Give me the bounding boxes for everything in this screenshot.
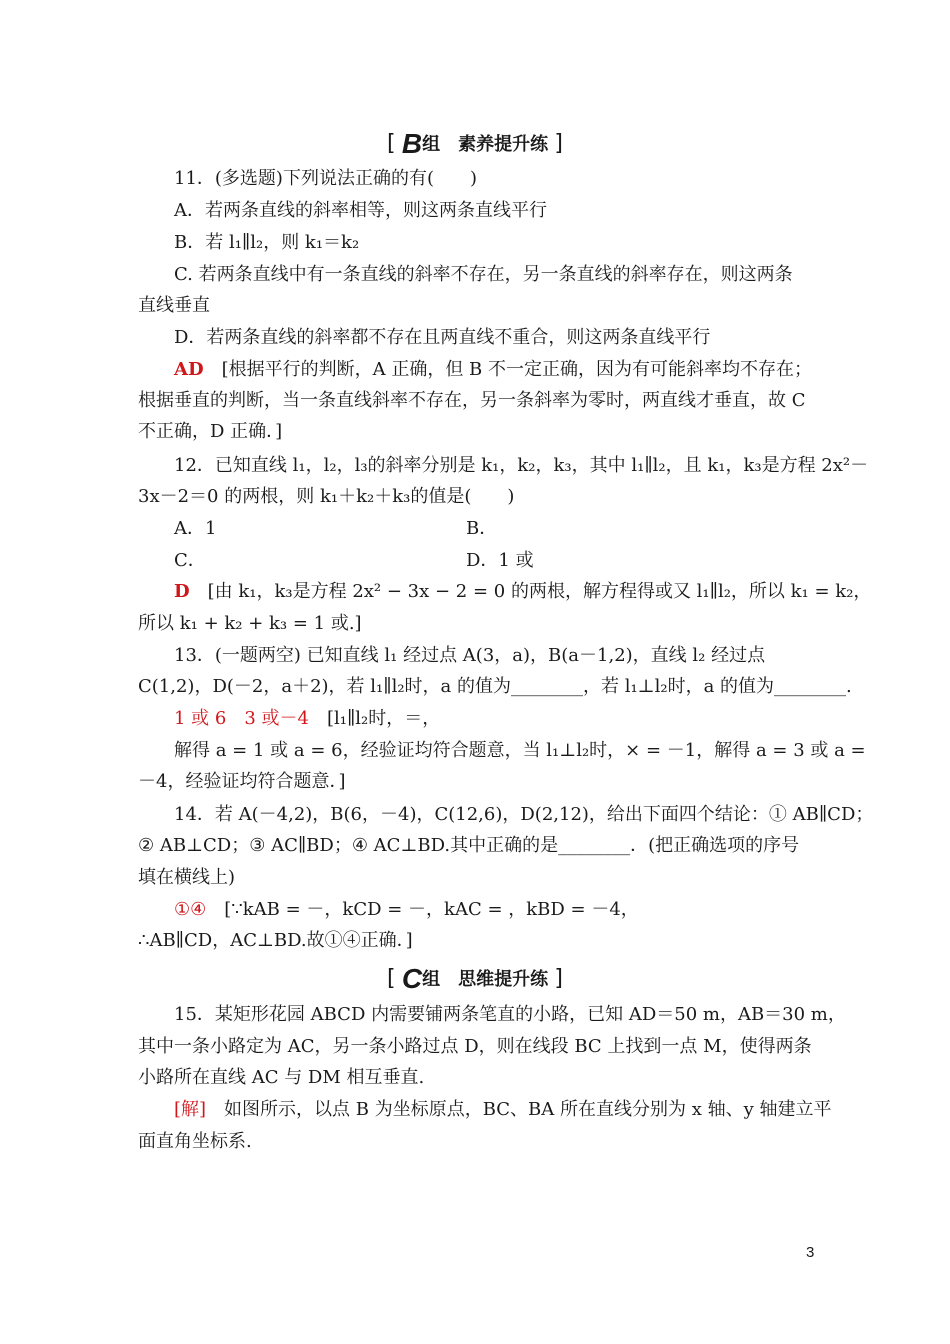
question-11: 11．(多选题)下列说法正确的有( ) [174, 168, 477, 189]
answer-13-line3: －4，经验证均符合题意．] [138, 771, 346, 792]
bracket-open: [ [387, 966, 396, 991]
bracket-close: ] [554, 131, 563, 156]
answer-14-line1 [174, 898, 854, 922]
bracket-open: [ [387, 131, 396, 156]
answer-15-line2: 面直角坐标系. [138, 1131, 252, 1152]
option-12-cd [174, 549, 854, 573]
answer-12-line2: 所以 k₁ + k₂ + k₃ = 1 或.] [138, 613, 362, 634]
question-14-line1: 14．若 A(－4,2)，B(6，－4)，C(12,6)，D(2,12)，给出下面四个结论：① AB∥CD； [174, 804, 874, 825]
bracket-close: ] [554, 966, 563, 991]
answer-12-text: [由 k₁，k₃是方程 2x² − 3x − 2 = 0 的两根，解方程得或又 l₁∥l₂，所以 k₁ = k₂， [189, 581, 872, 602]
option-11c-line2: 直线垂直 [138, 295, 210, 316]
option-11c-line1: C. 若两条直线中有一条直线的斜率不存在，另一条直线的斜率存在，则这两条 [174, 264, 793, 285]
answer-15-text: 如图所示，以点 B 为坐标原点，BC、BA 所在直线分别为 x 轴、y 轴建立平 [206, 1099, 832, 1120]
answer-13-line2: 解得 a = 1 或 a = 6，经验证均符合题意，当 l₁⊥l₂时，× = －1，解得 a = 3 或 a = [174, 740, 866, 761]
option-11b: B．若 l₁∥l₂，则 k₁＝k₂ [174, 232, 360, 253]
option-11a: A．若两条直线的斜率相等，则这两条直线平行 [174, 200, 547, 221]
question-14-line3: 填在横线上) [138, 867, 236, 888]
answer-15-line1 [174, 1098, 854, 1122]
answer-14-text: [∵kAB = －，kCD = －，kAC = ，kBD = －4， [206, 899, 639, 920]
answer-15-key: [解] [174, 1099, 207, 1120]
answer-14-key: ①④ [174, 899, 207, 920]
section-title-c: 组 思维提升练 [422, 969, 549, 990]
option-12b: B． [466, 518, 498, 539]
option-11d: D．若两条直线的斜率都不存在且两直线不重合，则这两条直线平行 [174, 327, 711, 348]
question-15-line2: 其中一条小路定为 AC，另一条小路过点 D，则在线段 BC 上找到一点 M，使得两条 [138, 1036, 812, 1057]
page-number: 3 [806, 1244, 815, 1261]
answer-11-line1 [174, 358, 854, 382]
answer-11-key: AD [174, 359, 204, 380]
group-letter-c: C [401, 963, 423, 994]
question-13-line1: 13．(一题两空) 已知直线 l₁ 经过点 A(3，a)，B(a－1,2)，直线 l₂ 经过点 [174, 645, 766, 666]
answer-13-key: 1 或 6 3 或－4 [174, 708, 309, 729]
option-12d: D．1 或 [466, 550, 534, 571]
section-header-b [0, 128, 950, 160]
question-15-line3: 小路所在直线 AC 与 DM 相互垂直. [138, 1067, 425, 1088]
option-12-ab [174, 517, 854, 541]
answer-12-key: D [174, 581, 190, 602]
option-12c: C． [174, 550, 206, 571]
answer-12-line1 [174, 580, 872, 604]
question-13-line2: C(1,2)，D(－2，a＋2)，若 l₁∥l₂时，a 的值为________，若 l₁⊥l₂时，a 的值为________. [138, 676, 852, 697]
answer-11-text: [根据平行的判断，A 正确，但 B 不一定正确，因为有可能斜率均不存在； [203, 359, 812, 380]
answer-11-line2: 根据垂直的判断，当一条直线斜率不存在，另一条斜率为零时，两直线才垂直，故 C [138, 390, 806, 411]
answer-14-line2: ∴AB∥CD，AC⊥BD.故①④正确．] [138, 930, 413, 951]
question-12-line1: 12．已知直线 l₁，l₂，l₃的斜率分别是 k₁，k₂，k₃，其中 l₁∥l₂，且 k₁，k₃是方程 2x²－ [174, 455, 869, 476]
question-15-line1: 15．某矩形花园 ABCD 内需要铺两条笔直的小路，已知 AD＝50 m，AB＝30 m， [174, 1004, 846, 1025]
section-header-c [0, 963, 950, 995]
group-letter-b: B [401, 128, 423, 159]
option-12a: A．1 [174, 518, 217, 539]
question-14-line2: ② AB⊥CD；③ AC∥BD；④ AC⊥BD.其中正确的是________．(把正确选项的序号 [138, 835, 800, 856]
question-12-line2: 3x－2＝0 的两根，则 k₁＋k₂＋k₃的值是( ) [138, 486, 515, 507]
answer-13-line1 [174, 707, 854, 731]
answer-13-text: [l₁∥l₂时，＝， [308, 708, 441, 729]
section-title-b: 组 素养提升练 [422, 134, 549, 155]
answer-11-line3: 不正确，D 正确．] [138, 421, 283, 442]
